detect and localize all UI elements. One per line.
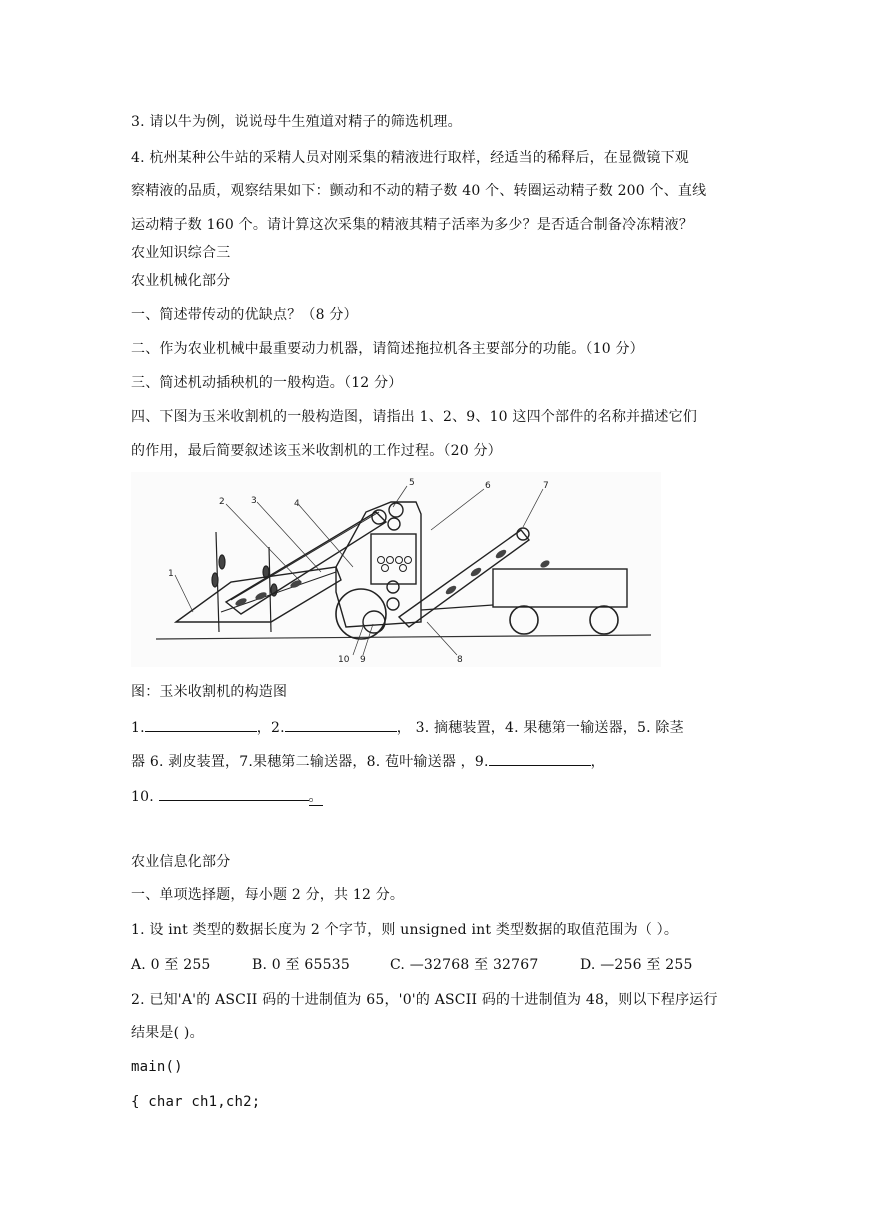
figure-label: 3 [251, 496, 257, 506]
option-b: B. 0 至 65535 [252, 957, 350, 973]
blank-prefix-2: ，2. [256, 720, 285, 736]
fill-line-3 [131, 785, 323, 807]
option-c: C. —32768 至 32767 [390, 957, 539, 973]
blank-prefix-10: 10. [131, 789, 154, 805]
info-question-2-line-1: 2. 已知'A'的 ASCII 码的十进制值为 65，'0'的 ASCII 码的十进制值为 48，则以下程序运行 [131, 992, 718, 1008]
info-section-heading: 农业信息化部分 [131, 854, 231, 870]
question-4-line-2: 察精液的品质，观察结果如下：颤动和不动的精子数 40 个、转圈运动精子数 200 个、直线 [131, 183, 707, 199]
info-intro: 一、单项选择题，每小题 2 分，共 12 分。 [131, 887, 405, 903]
answer-blank-9[interactable] [489, 750, 591, 766]
answer-blank-1[interactable] [145, 716, 257, 732]
mech-question-1: 一、简述带传动的优缺点？（8 分） [131, 307, 358, 323]
separator: ， [590, 754, 605, 770]
mech-question-4-line-2: 的作用，最后简要叙述该玉米收割机的工作过程。（20 分） [131, 443, 502, 459]
option-d: D. —256 至 255 [580, 957, 693, 973]
question-4-line-3: 运动精子数 160 个。请计算这次采集的精液其精子活率为多少？是否适合制备冷冻精液？ [131, 217, 694, 233]
figure-label: 4 [294, 499, 300, 509]
blank-prefix-1: 1. [131, 720, 145, 736]
period: 。 [308, 789, 323, 805]
section-heading: 农业知识综合三 [131, 245, 231, 261]
answer-blank-2[interactable] [285, 716, 397, 732]
info-question-1: 1. 设 int 类型的数据长度为 2 个字节，则 unsigned int 类型数据的取值范围为（ ）。 [131, 922, 679, 938]
figure-label: 8 [457, 655, 463, 665]
figure-label: 6 [485, 481, 491, 491]
mechanization-heading: 农业机械化部分 [131, 273, 231, 289]
code-line-1: main() [131, 1059, 183, 1075]
mech-question-4-line-1: 四、下图为玉米收割机的一般构造图，请指出 1、2、9、10 这四个部件的名称并描述它们 [131, 409, 698, 425]
figure-label: 10 [338, 655, 350, 665]
mech-question-2: 二、作为农业机械中最重要动力机器，请简述拖拉机各主要部分的功能。（10 分） [131, 341, 644, 357]
figure-label: 9 [360, 655, 366, 665]
fill-line-1 [131, 716, 684, 738]
code-line-2: { char ch1,ch2; [131, 1094, 261, 1110]
listed-parts: ， 3. 摘穗装置，4. 果穗第一输送器，5. 除茎 [396, 720, 684, 736]
figure-caption: 图：玉米收割机的构造图 [131, 684, 288, 700]
question-4-line-1: 4. 杭州某种公牛站的采精人员对刚采集的精液进行取样，经适当的稀释后，在显微镜下观 [131, 150, 690, 166]
corn-harvester-diagram [131, 472, 661, 667]
answer-blank-10[interactable] [159, 785, 309, 801]
mech-question-3: 三、简述机动插秧机的一般构造。（12 分） [131, 375, 403, 391]
corn-harvester-drawing [131, 472, 661, 667]
figure-label: 1 [168, 569, 174, 579]
figure-label: 7 [543, 481, 549, 491]
listed-parts-continued: 器 6. 剥皮装置，7.果穗第二输送器，8. 苞叶输送器 ，9. [131, 754, 489, 770]
question-3: 3. 请以牛为例，说说母牛生殖道对精子的筛选机理。 [131, 114, 462, 130]
fill-line-2 [131, 750, 605, 772]
figure-label: 2 [219, 497, 225, 507]
figure-label: 5 [409, 478, 415, 488]
info-question-2-line-2: 结果是( )。 [131, 1025, 204, 1041]
option-a: A. 0 至 255 [131, 957, 211, 973]
